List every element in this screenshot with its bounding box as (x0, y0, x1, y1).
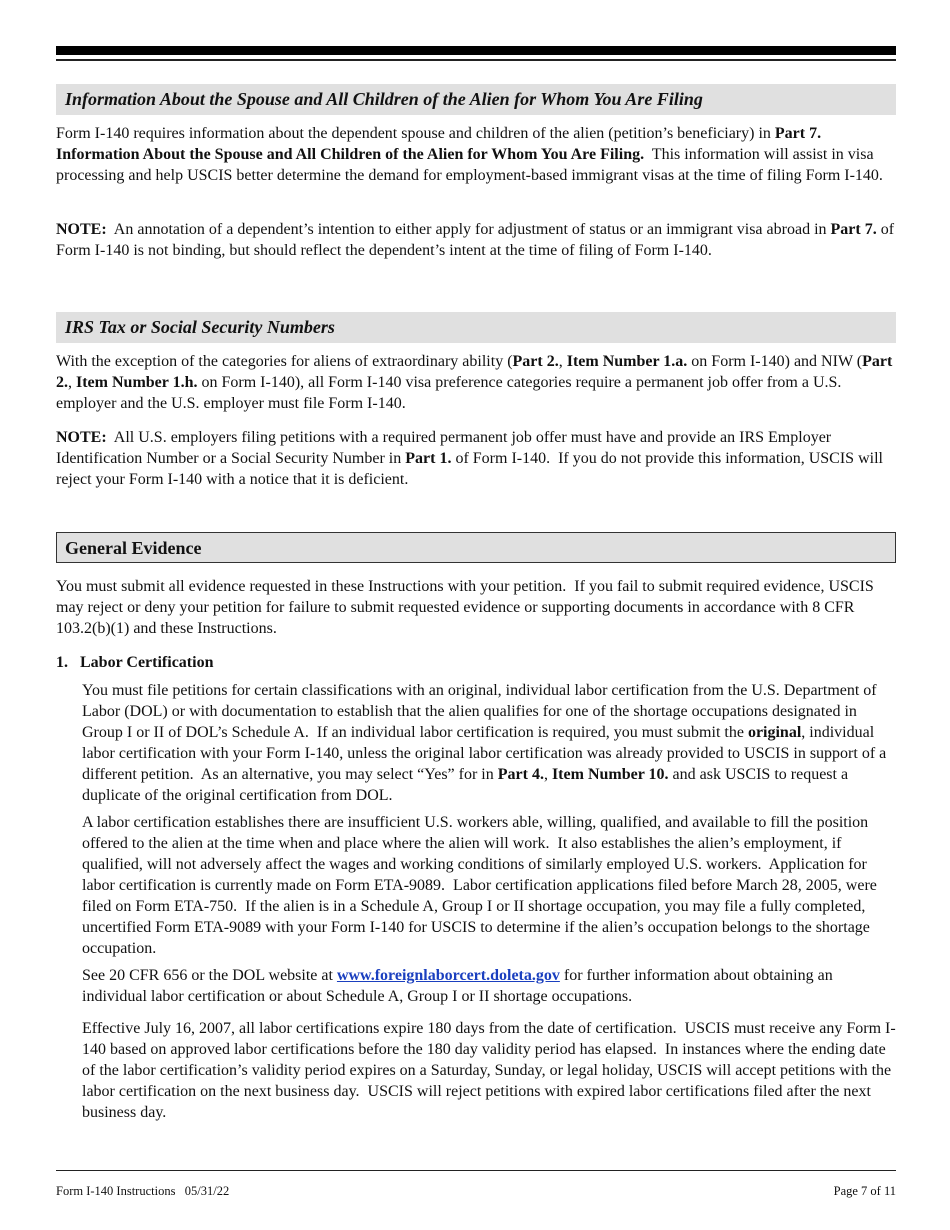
text-run: , (68, 374, 76, 391)
bold-text: NOTE: (56, 221, 107, 238)
labor-p1 (82, 812, 896, 959)
spouse-p1 (56, 219, 899, 261)
footer-form-info: Form I-140 Instructions 05/31/22 (56, 1184, 230, 1198)
footer-page-number: Page 7 of 11 (833, 1184, 896, 1198)
irs-p1 (56, 427, 896, 490)
text-run: You must file petitions for certain classifications with an original, individual labor certification from the U.S. Department of Labor (DOL) or with documentation to establish that the alien qualifies for one of the shortage occupations designated in Group I or II of DOL’s Schedule A. If an individual labor certification is required, you must submit the (82, 682, 881, 741)
text-run: , (543, 766, 552, 783)
bold-text: Item Number 1.a. (566, 353, 688, 370)
bold-text: Part 4. (497, 766, 544, 783)
irs-p0 (56, 351, 896, 414)
paragraph-text (82, 1018, 896, 1123)
section-heading-irs: IRS Tax or Social Security Numbers (56, 312, 896, 343)
paragraph-text (56, 576, 896, 639)
bold-text: Part 2. (56, 353, 897, 391)
text-run: See 20 CFR 656 or the DOL website at (82, 967, 337, 984)
bold-text: Part 7. Information About the Spouse and All Children of the Alien for Whom You Are Filing. (56, 125, 826, 163)
paragraph-text (56, 351, 896, 414)
text-run: Form I-140 requires information about the dependent spouse and children of the alien (petition’s beneficiary) in (56, 125, 775, 142)
top-rule-thin (56, 59, 896, 61)
text-run: , individual labor certification with your Form I-140, unless the original labor certification was already provided to USCIS in support of a different petition. As an alternative, you may select “Yes” for in (82, 724, 891, 783)
text-run: of Form I-140. If you do not provide this information, USCIS will reject your Form I-140 with a notice that it is deficient. (56, 450, 887, 488)
bold-text: Part 1. (405, 450, 452, 467)
text-run: and ask USCIS to request a duplicate of the original certification from DOL. (82, 766, 853, 804)
bold-text: Part 7. (830, 221, 877, 238)
labor-certification-heading: 1. Labor Certification (56, 654, 214, 671)
text-run: , (558, 353, 567, 370)
bold-text: Part 2. (512, 353, 559, 370)
text-run: on Form I-140) and NIW ( (687, 353, 863, 370)
text-run: A labor certification establishes there are insufficient U.S. workers able, willing, qualified, and available to fill the position offered to the alien at the time when and place where the alien will work. It also establishes the alien’s employment, if qualified, will not adversely affect the wages and working conditions of similarly employed U.S. workers. Application for labor certification is currently made on Form ETA-9089. Labor certification applications filed before March 28, 2005, were filed on Form ETA-750. If the alien is in a Schedule A, Group I or II shortage occupation, you may file a fully completed, uncertified Form ETA-9089 with your Form I-140 for USCIS to determine if the alien’s occupation belongs to the shortage occupation. (82, 814, 881, 957)
section-heading-spouse: Information About the Spouse and All Children of the Alien for Whom You Are Filing (56, 84, 896, 115)
text-run: With the exception of the categories for aliens of extraordinary ability ( (56, 353, 513, 370)
text-run: All U.S. employers filing petitions with a required permanent job offer must have and provide an IRS Employer Identification Number or a Social Security Number in (56, 429, 836, 467)
labor-p3 (82, 1018, 896, 1123)
paragraph-text (56, 427, 896, 490)
footer (56, 1170, 896, 1202)
spouse-p0 (56, 123, 896, 186)
bold-text: Item Number 1.h. (76, 374, 198, 391)
text-run: for further information about obtaining an individual labor certification or about Schedule A, Group I or II shortage occupations. (82, 967, 837, 1005)
bold-text: NOTE: (56, 429, 107, 446)
text-run: on Form I-140), all Form I-140 visa preference categories require a permanent job offer from a U.S. employer and the U.S. employer must file Form I-140. (56, 374, 846, 412)
paragraph-text (82, 680, 896, 806)
section-heading-general-evidence: General Evidence (56, 532, 896, 563)
top-rule-thick (56, 46, 896, 55)
labor-p2 (82, 965, 896, 1007)
labor-p0 (82, 680, 896, 806)
paragraph-text (82, 965, 896, 1007)
general-p0 (56, 576, 896, 639)
text-run: Effective July 16, 2007, all labor certifications expire 180 days from the date of certification. USCIS must receive any Form I-140 based on approved labor certifications before the 180 day validity period has elapsed. In instances where the ending date of the labor certification’s validity period expires on a Saturday, Sunday, or legal holiday, USCIS will accept petitions with the labor certification on the next business day. USCIS will reject petitions with expired labor certifications filed after the next business day. (82, 1020, 896, 1121)
paragraph-text (56, 123, 896, 186)
text-run: You must submit all evidence requested in these Instructions with your petition. If you fail to submit required evidence, USCIS may reject or deny your petition for failure to submit requested evidence or supporting documents in accordance with 8 CFR 103.2(b)(1) and these Instructions. (56, 578, 878, 637)
text-run: This information will assist in visa processing and help USCIS better determine the demand for employment-based immigrant visas at the time of filing Form I-140. (56, 146, 883, 184)
paragraph-text (82, 812, 896, 959)
paragraph-text (56, 219, 899, 261)
dol-website-link[interactable]: www.foreignlaborcert.doleta.gov (336, 967, 560, 984)
text-run: An annotation of a dependent’s intention to either apply for adjustment of status or an immigrant visa abroad in (106, 221, 831, 238)
bold-text: Item Number 10. (551, 766, 669, 783)
text-run: of Form I-140 is not binding, but should reflect the dependent’s intent at the time of filing of Form I-140. (56, 221, 899, 259)
bold-text: original (747, 724, 802, 741)
